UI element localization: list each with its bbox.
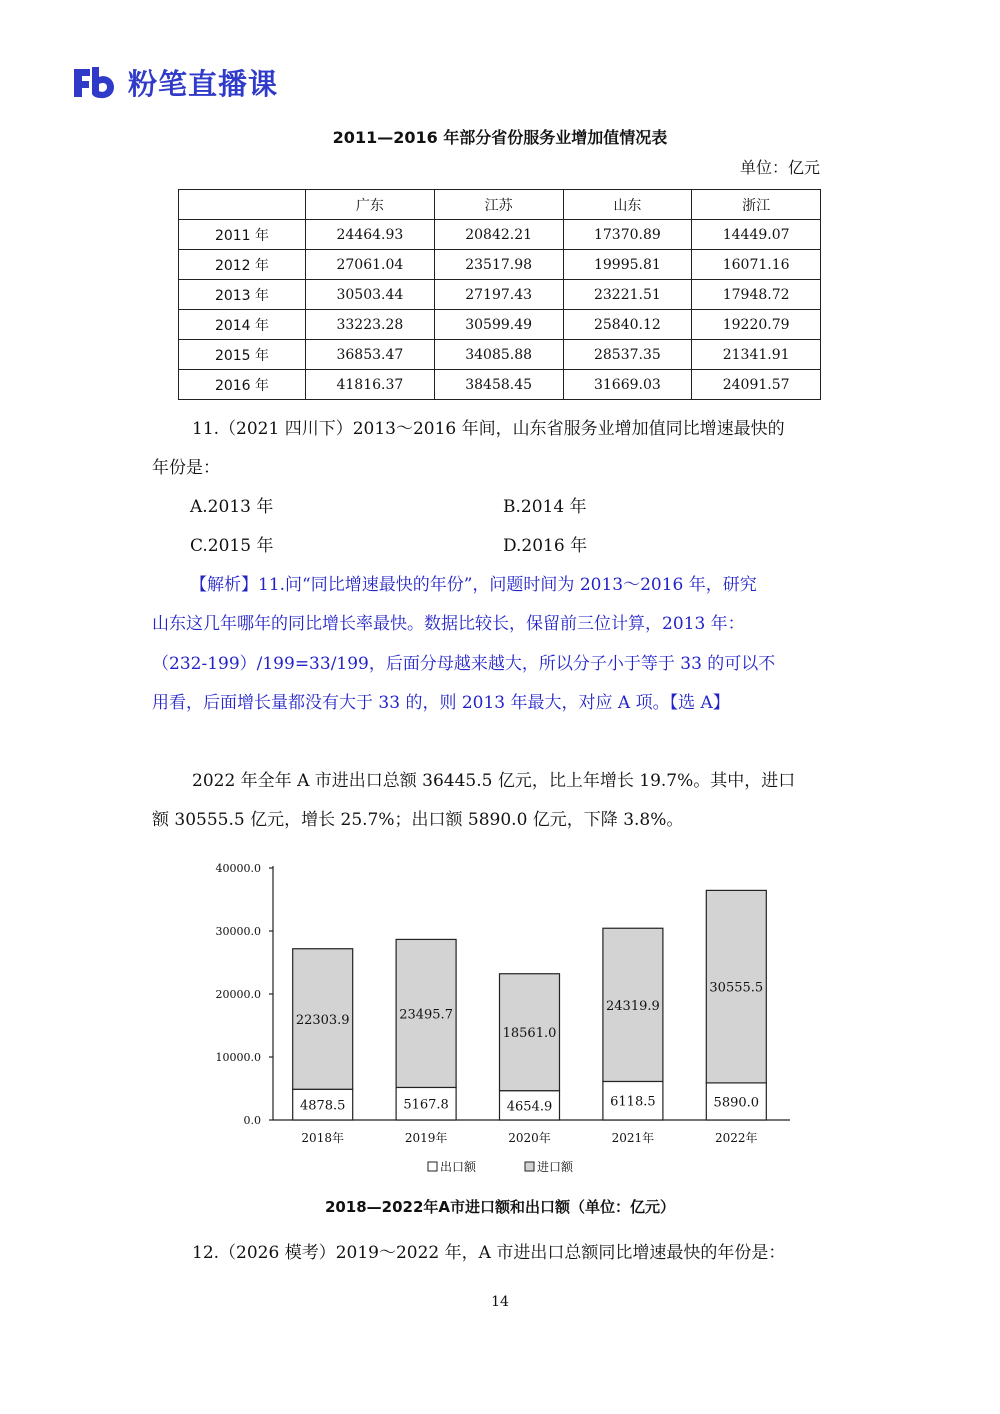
q12-stem: 12.（2026 模考）2019～2022 年，A 市进出口总额同比增速最快的年份是：	[192, 1243, 786, 1263]
q11-analysis-line4: 用看，后面增长量都没有大于 33 的，则 2013 年最大，对应 A 项。【选 A】	[152, 693, 730, 713]
row-year: 2014 年	[179, 310, 306, 340]
table-cell: 30503.44	[306, 280, 435, 310]
bar-export-label: 6118.5	[610, 1094, 656, 1110]
y-tick-label: 0.0	[243, 1114, 261, 1127]
table-cell: 28537.35	[563, 340, 692, 370]
table-cell: 33223.28	[306, 310, 435, 340]
bar-export-label: 5167.8	[403, 1097, 449, 1113]
table-cell: 27197.43	[434, 280, 563, 310]
table-cell: 31669.03	[563, 370, 692, 400]
table-unit: 单位：亿元	[739, 158, 820, 177]
table-cell: 21341.91	[692, 340, 821, 370]
q11-option-d[interactable]: D.2016 年	[503, 536, 588, 556]
q11-stem-line1: 11.（2021 四川下）2013～2016 年间，山东省服务业增加值同比增速最快的	[192, 419, 785, 439]
table-cell: 17948.72	[692, 280, 821, 310]
row-year: 2011 年	[179, 220, 306, 250]
x-tick-label: 2022年	[715, 1131, 758, 1145]
q11-analysis-line3: （232-199）/199=33/199，后面分母越来越大，所以分子小于等于 33 的可以不	[152, 654, 776, 674]
legend-swatch-export	[428, 1162, 437, 1171]
table-cell: 23517.98	[434, 250, 563, 280]
table-cell: 25840.12	[563, 310, 692, 340]
row-year: 2013 年	[179, 280, 306, 310]
table-row	[179, 250, 821, 280]
chart-caption: 2018—2022年A市进口额和出口额（单位：亿元）	[324, 1198, 676, 1216]
fb-logo-icon	[70, 63, 116, 103]
y-tick-label: 40000.0	[215, 862, 261, 875]
table-row	[179, 310, 821, 340]
y-tick-label: 30000.0	[215, 925, 261, 938]
header-cell-guangdong: 广东	[306, 190, 435, 220]
row-year: 2012 年	[179, 250, 306, 280]
bar-import-label: 22303.9	[295, 1013, 350, 1029]
table-header-row	[179, 190, 821, 220]
service-industry-table	[178, 189, 821, 400]
q11-stem-line2: 年份是：	[152, 458, 220, 478]
material-line2: 额 30555.5 亿元，增长 25.7%；出口额 5890.0 亿元，下降 3.8%。	[152, 810, 684, 830]
bar-export-label: 4878.5	[299, 1098, 346, 1114]
table-cell: 19220.79	[692, 310, 821, 340]
table-cell: 24091.57	[692, 370, 821, 400]
table-row	[179, 220, 821, 250]
table-cell: 34085.88	[434, 340, 563, 370]
legend-label-import: 进口额	[537, 1160, 574, 1174]
q11-option-b[interactable]: B.2014 年	[503, 497, 587, 517]
row-year: 2016 年	[179, 370, 306, 400]
bar-export-label: 4654.9	[506, 1099, 553, 1115]
table-cell: 27061.04	[306, 250, 435, 280]
table-row	[179, 370, 821, 400]
bar-import-label: 23495.7	[399, 1007, 453, 1023]
page-number: 14	[491, 1294, 509, 1310]
y-tick-label: 10000.0	[215, 1051, 261, 1064]
table-cell: 19995.81	[563, 250, 692, 280]
bar-import-label: 24319.9	[606, 998, 660, 1014]
header-cell-corner	[179, 190, 306, 220]
table-cell: 17370.89	[563, 220, 692, 250]
table-cell: 20842.21	[434, 220, 563, 250]
legend-label-export: 出口额	[440, 1160, 477, 1174]
table-cell: 24464.93	[306, 220, 435, 250]
header-logo	[70, 62, 278, 103]
table-title: 2011—2016 年部分省份服务业增加值情况表	[332, 128, 668, 147]
table-cell: 38458.45	[434, 370, 563, 400]
header-cell-shandong: 山东	[563, 190, 692, 220]
table-cell: 16071.16	[692, 250, 821, 280]
bar-import-label: 18561.0	[502, 1026, 557, 1042]
table-row	[179, 280, 821, 310]
x-tick-label: 2020年	[508, 1131, 551, 1145]
x-tick-label: 2019年	[404, 1131, 448, 1145]
legend-swatch-import	[525, 1162, 534, 1171]
q11-analysis-line2: 山东这几年哪年的同比增长率最快。数据比较长，保留前三位计算，2013 年：	[152, 614, 745, 634]
bar-export-label: 5890.0	[713, 1095, 760, 1111]
table-cell: 36853.47	[306, 340, 435, 370]
table-cell: 30599.49	[434, 310, 563, 340]
q11-analysis-line1: 【解析】11.问“同比增速最快的年份”，问题时间为 2013～2016 年，研究	[190, 575, 757, 595]
x-tick-label: 2021年	[611, 1131, 655, 1145]
q11-option-a[interactable]: A.2013 年	[190, 497, 274, 517]
material-line1: 2022 年全年 A 市进出口总额 36445.5 亿元，比上年增长 19.7%。其中，进口	[192, 771, 796, 791]
y-tick-label: 20000.0	[215, 988, 261, 1001]
header-cell-zhejiang: 浙江	[692, 190, 821, 220]
bar-import-label: 30555.5	[709, 980, 764, 996]
x-tick-label: 2018年	[301, 1131, 344, 1145]
table-cell: 41816.37	[306, 370, 435, 400]
row-year: 2015 年	[179, 340, 306, 370]
logo-text: 粉笔直播课	[128, 67, 279, 101]
import-export-chart	[180, 855, 820, 1195]
table-cell: 14449.07	[692, 220, 821, 250]
table-cell: 23221.51	[563, 280, 692, 310]
header-cell-jiangsu: 江苏	[434, 190, 563, 220]
q11-option-c[interactable]: C.2015 年	[190, 536, 274, 556]
table-row	[179, 340, 821, 370]
